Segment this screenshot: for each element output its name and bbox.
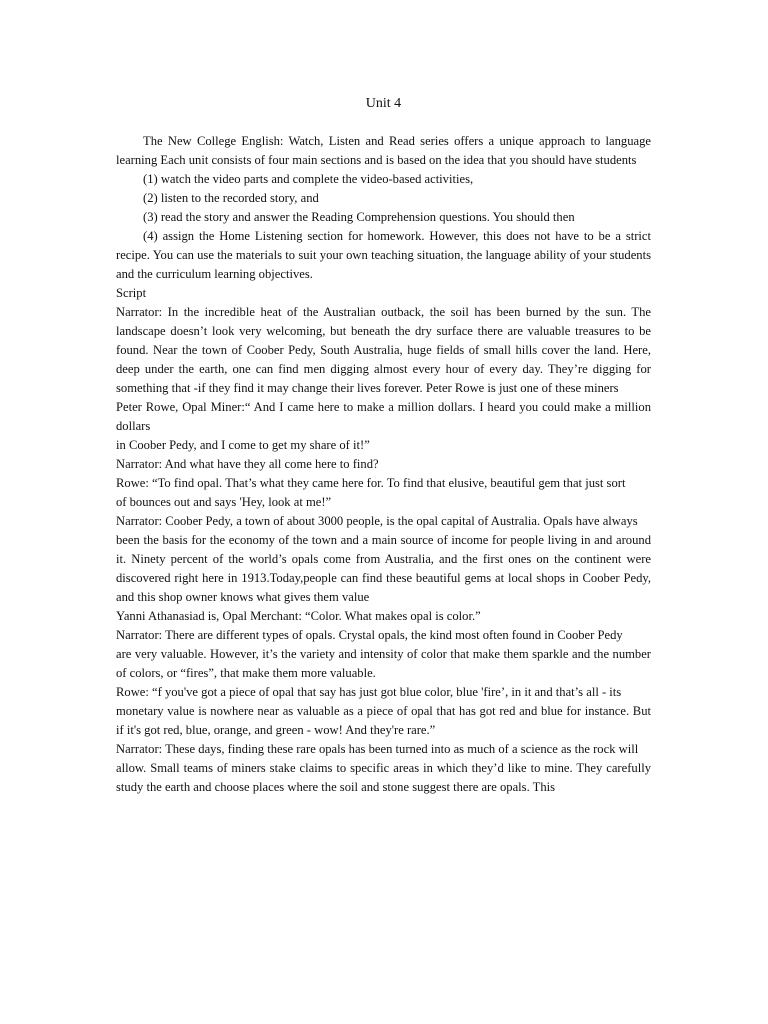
page-title: Unit 4 — [365, 96, 402, 111]
script-paragraph: Yanni Athanasiad is, Opal Merchant: “Color. What makes opal is color.” — [116, 609, 481, 623]
script-paragraph: of bounces out and says 'Hey, look at me!” — [116, 495, 332, 509]
step-1: (1) watch the video parts and complete the video-based activities, — [143, 172, 474, 186]
script-paragraph: Narrator: These days, finding these rare opals has been turned into as much of a science as the rock will — [116, 742, 639, 756]
script-paragraph: Narrator: And what have they all come here to find? — [116, 457, 379, 471]
script-paragraph: Rowe: “f you've got a piece of opal that say has just got blue color, blue 'fire’, in it and that’s all - its — [116, 685, 622, 699]
script-paragraph: Peter Rowe, Opal Miner:“ And I came here to make a million dollars. I heard you could make a million dollars — [116, 400, 651, 433]
document-page — [116, 94, 651, 797]
script-paragraph: Narrator: Coober Pedy, a town of about 3000 people, is the opal capital of Australia. Opals have always — [116, 514, 638, 528]
script-paragraph: in Coober Pedy, and I come to get my share of it!” — [116, 438, 370, 452]
intro-paragraph: The New College English: Watch, Listen and Read series offers a unique approach to language learning Each unit consists of four main sections and is based on the idea that you should have students — [116, 134, 651, 167]
step-3: (3) read the story and answer the Reading Comprehension questions. You should then — [143, 210, 575, 224]
script-paragraph: are very valuable. However, it’s the variety and intensity of color that make them sparkle and the number of colors, or “fires”, that make them more valuable. — [116, 647, 651, 680]
script-paragraph: Narrator: In the incredible heat of the Australian outback, the soil has been burned by the sun. The landscape doesn’t look very welcoming, but beneath the dry surface there are valuable treasures to be found. Near the town of Coober Pedy, South Australia, huge fields of small hills cover the land. Here, deep under the earth, one can find men digging almost every hour of every day. They’re digging for something that -if they find it may change their lives forever. Peter Rowe is just one of these miners — [116, 305, 651, 395]
step-4: (4) assign the Home Listening section for homework. However, this does not have to be a strict recipe. You can use the materials to suit your own teaching situation, the language ability of your students and the curriculum learning objectives. — [116, 229, 651, 281]
script-paragraph: monetary value is nowhere near as valuable as a piece of opal that has got red and blue for instance. But if it's got red, blue, orange, and green - wow! And they're rare.” — [116, 704, 651, 737]
script-paragraph: allow. Small teams of miners stake claims to specific areas in which they’d like to mine. They carefully study the earth and choose places where the soil and stone suggest there are opals. This — [116, 761, 651, 794]
script-paragraph: Rowe: “To find opal. That’s what they came here for. To find that elusive, beautiful gem that just sort — [116, 476, 626, 490]
step-2: (2) listen to the recorded story, and — [143, 191, 319, 205]
document-body — [116, 132, 651, 797]
script-paragraph: Narrator: There are different types of opals. Crystal opals, the kind most often found in Coober Pedy — [116, 628, 623, 642]
script-heading: Script — [116, 286, 147, 300]
script-paragraph: been the basis for the economy of the town and a main source of income for people living in and around it. Ninety percent of the world’s opals come from Australia, and the first ones on the continent were discovered right here in 1913.Today,people can find these beautiful gems at local shops in Coober Pedy, and this shop owner knows what gives them value — [116, 533, 651, 604]
